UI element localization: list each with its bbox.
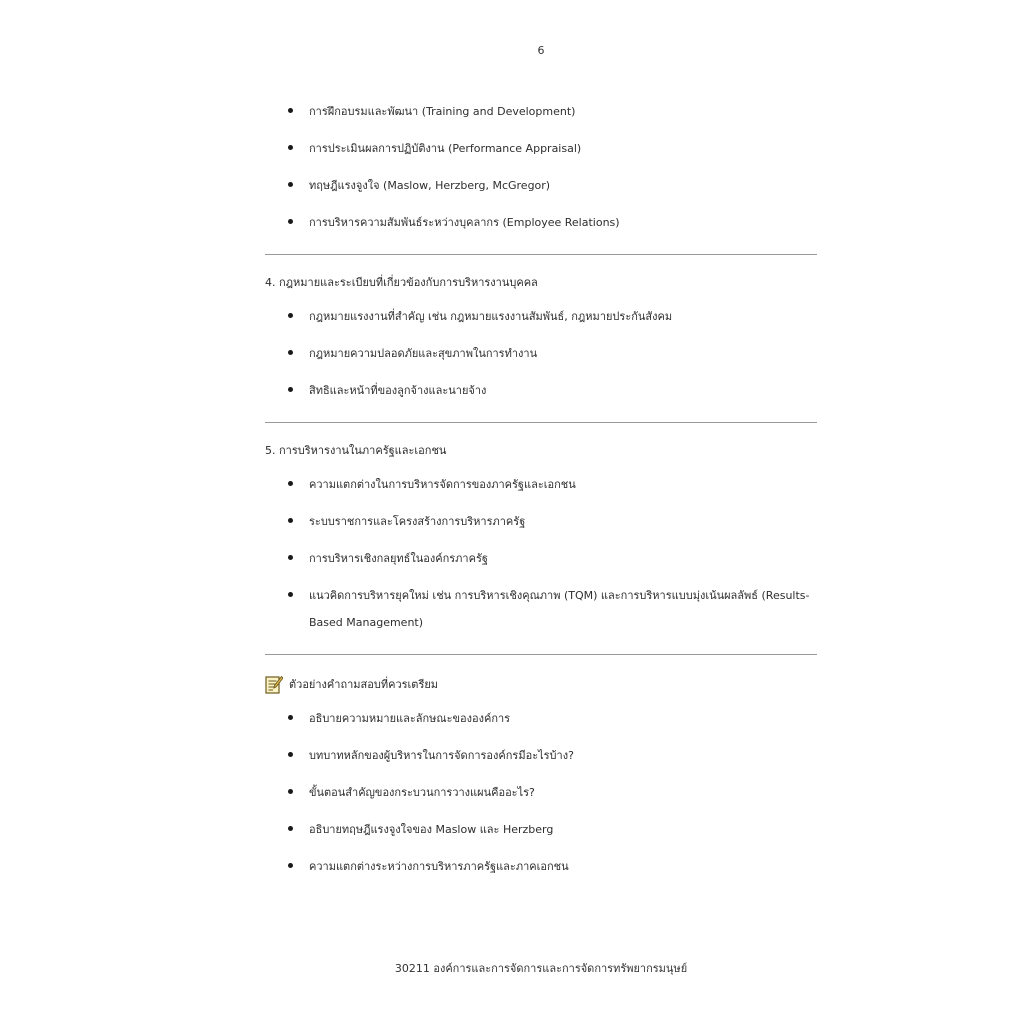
list-item: ความแตกต่างระหว่างการบริหารภาครัฐและภาคเอกชน [265,853,817,880]
list-item: บทบาทหลักของผู้บริหารในการจัดการองค์กรมีอะไรบ้าง? [265,742,817,769]
list-item: ทฤษฎีแรงจูงใจ (Maslow, Herzberg, McGregor) [265,172,817,199]
example-questions-heading [265,675,817,695]
section-divider [265,654,817,655]
list-item: สิทธิและหน้าที่ของลูกจ้างและนายจ้าง [265,377,817,404]
list-item: ขั้นตอนสำคัญของกระบวนการวางแผนคืออะไร? [265,779,817,806]
list-item: การบริหารเชิงกลยุทธ์ในองค์กรภาครัฐ [265,545,817,572]
list-item: อธิบายความหมายและลักษณะขององค์การ [265,705,817,732]
note-icon [265,675,283,695]
list-item: กฎหมายความปลอดภัยและสุขภาพในการทำงาน [265,340,817,367]
page-footer: 30211 องค์การและการจัดการและการจัดการทรัพยากรมนุษย์ [394,962,688,975]
list-item: แนวคิดการบริหารยุคใหม่ เช่น การบริหารเชิงคุณภาพ (TQM) และการบริหารแบบมุ่งเน้นผลลัพธ์ (Results-Based Management) [265,582,817,636]
list-item: ความแตกต่างในการบริหารจัดการของภาครัฐและเอกชน [265,471,817,498]
page-number: 6 [537,44,545,57]
section-divider [265,254,817,255]
list-item: กฎหมายแรงงานที่สำคัญ เช่น กฎหมายแรงงานสัมพันธ์, กฎหมายประกันสังคม [265,303,817,330]
section-5-heading: 5. การบริหารงานในภาครัฐและเอกชน [265,444,447,457]
section-4-list [265,303,817,404]
section-divider [265,422,817,423]
document-content [265,98,817,890]
example-questions-list [265,705,817,880]
section-4-heading: 4. กฎหมายและระเบียบที่เกี่ยวข้องกับการบริหารงานบุคคล [265,276,538,289]
list-item: การฝึกอบรมและพัฒนา (Training and Development) [265,98,817,125]
list-item: การบริหารความสัมพันธ์ระหว่างบุคลากร (Employee Relations) [265,209,817,236]
example-questions-title: ตัวอย่างคำถามสอบที่ควรเตรียม [289,678,439,691]
list-item: ระบบราชการและโครงสร้างการบริหารภาครัฐ [265,508,817,535]
list-item: อธิบายทฤษฎีแรงจูงใจของ Maslow และ Herzberg [265,816,817,843]
list-item: การประเมินผลการปฏิบัติงาน (Performance Appraisal) [265,135,817,162]
top-bullet-list [265,98,817,236]
section-5-list [265,471,817,636]
